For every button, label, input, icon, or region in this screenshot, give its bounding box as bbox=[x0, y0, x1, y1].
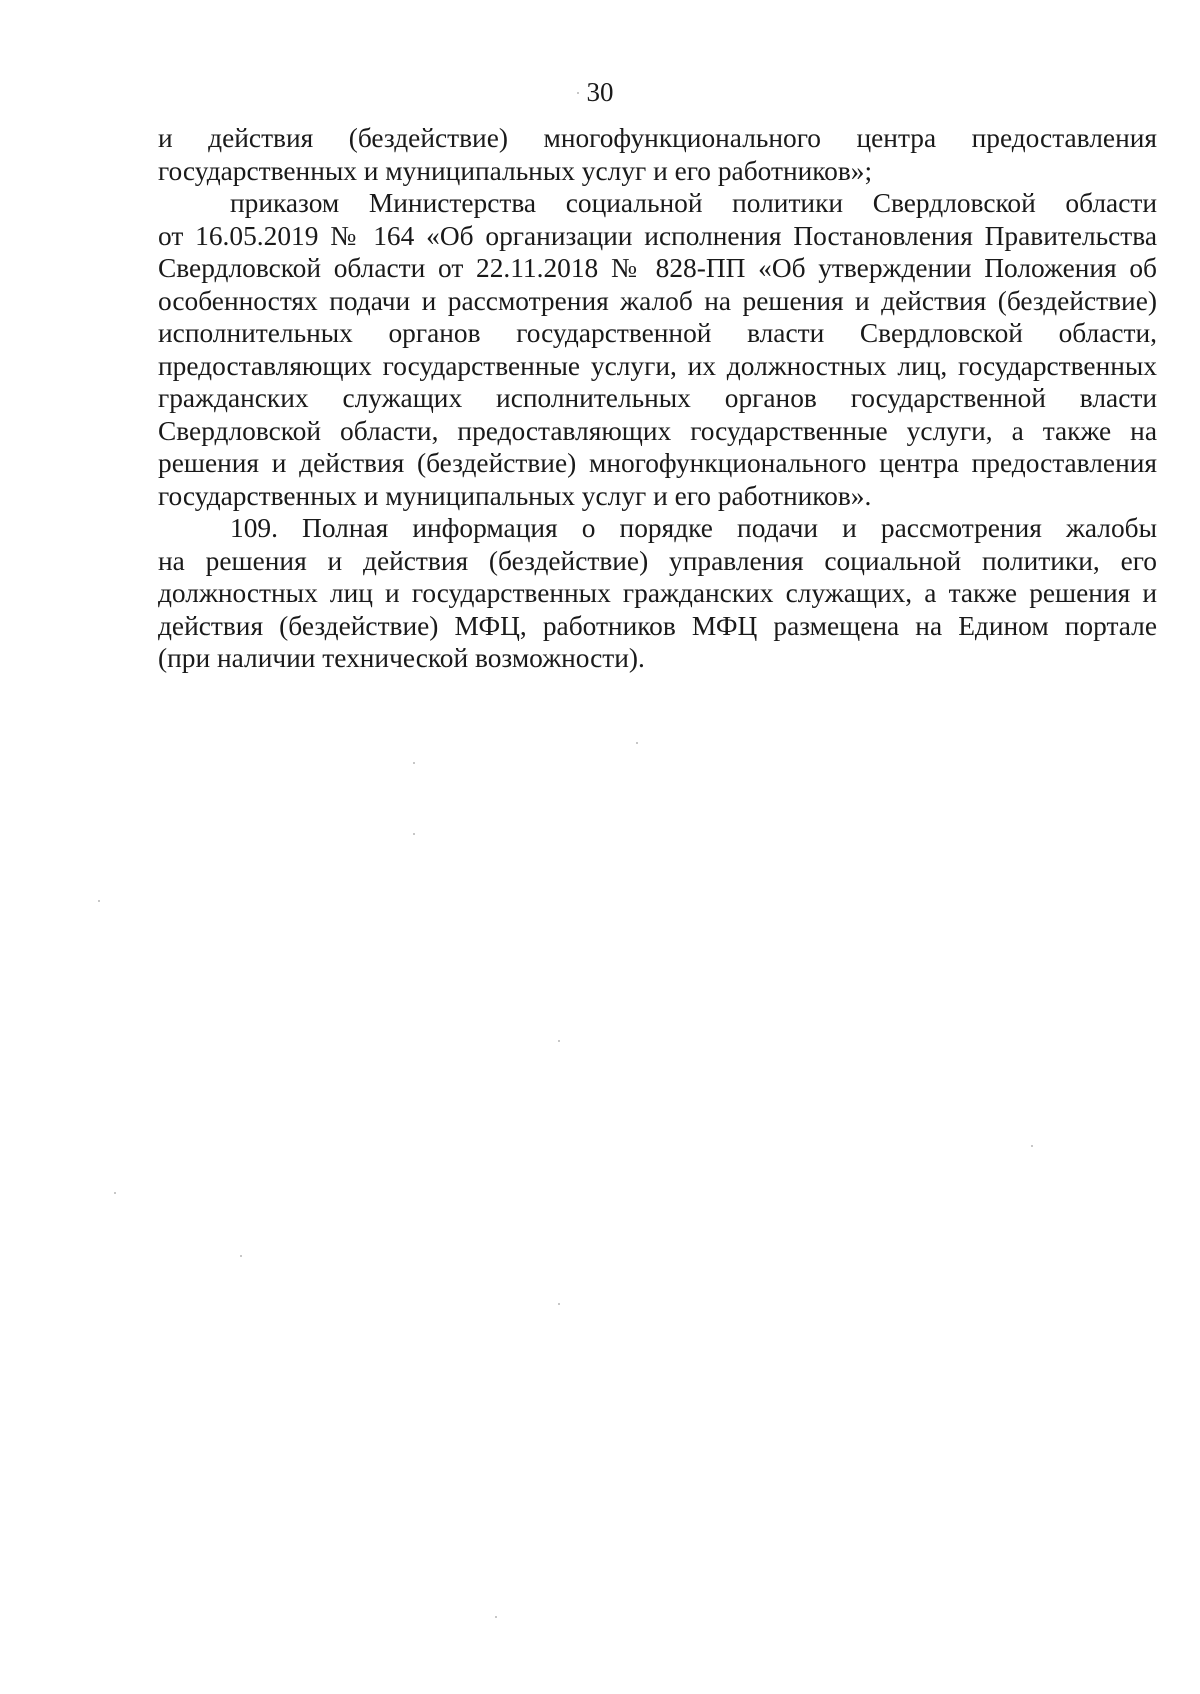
paragraph bbox=[158, 187, 1157, 512]
scan-speck bbox=[413, 833, 415, 835]
scan-speck bbox=[636, 742, 638, 744]
scan-speck bbox=[413, 762, 415, 764]
text-line: (при наличии технической возможности). bbox=[158, 643, 645, 673]
scan-speck bbox=[558, 1040, 560, 1042]
text-line: приказом Министерства социальной политики Свердловской области bbox=[230, 188, 1157, 218]
text-line: Свердловской области от 22.11.2018 № 828-ПП «Об утверждении Положения об bbox=[158, 253, 1157, 283]
document-body bbox=[158, 122, 1157, 675]
text-line: государственных и муниципальных услуг и его работников». bbox=[158, 480, 872, 511]
text-line: от 16.05.2019 № 164 «Об организации исполнения Постановления Правительства bbox=[158, 220, 1157, 251]
text-line: должностных лиц и государственных гражданских служащих, а также решения и bbox=[158, 578, 1157, 608]
scan-speck bbox=[240, 1255, 242, 1257]
text-line: особенностях подачи и рассмотрения жалоб на решения и действия (бездействие) bbox=[158, 285, 1157, 316]
text-line: Свердловской области, предоставляющих государственные услуги, а также на bbox=[158, 415, 1157, 446]
text-line: исполнительных органов государственной власти Свердловской области, bbox=[158, 318, 1157, 348]
page-number: 30 bbox=[586, 77, 614, 107]
scan-speck bbox=[558, 1303, 560, 1305]
text-line: государственных и муниципальных услуг и его работников»; bbox=[158, 155, 873, 186]
text-line: предоставляющих государственные услуги, их должностных лиц, государственных bbox=[158, 350, 1157, 381]
text-line: действия (бездействие) МФЦ, работников МФЦ размещена на Едином портале bbox=[158, 610, 1157, 641]
text-line: гражданских служащих исполнительных органов государственной власти bbox=[158, 383, 1157, 413]
scan-speck bbox=[114, 1192, 116, 1194]
scan-speck bbox=[98, 900, 100, 902]
scan-speck bbox=[1031, 1145, 1033, 1147]
scan-speck bbox=[495, 1616, 497, 1618]
paragraph bbox=[158, 512, 1157, 675]
scan-speck bbox=[577, 92, 579, 94]
text-line: на решения и действия (бездействие) управления социальной политики, его bbox=[158, 545, 1157, 576]
text-line: решения и действия (бездействие) многофункционального центра предоставления bbox=[158, 448, 1157, 478]
text-line: 109. Полная информация о порядке подачи и рассмотрения жалобы bbox=[230, 513, 1157, 543]
text-line: и действия (бездействие) многофункционального центра предоставления bbox=[158, 123, 1157, 153]
paragraph bbox=[158, 122, 1157, 187]
